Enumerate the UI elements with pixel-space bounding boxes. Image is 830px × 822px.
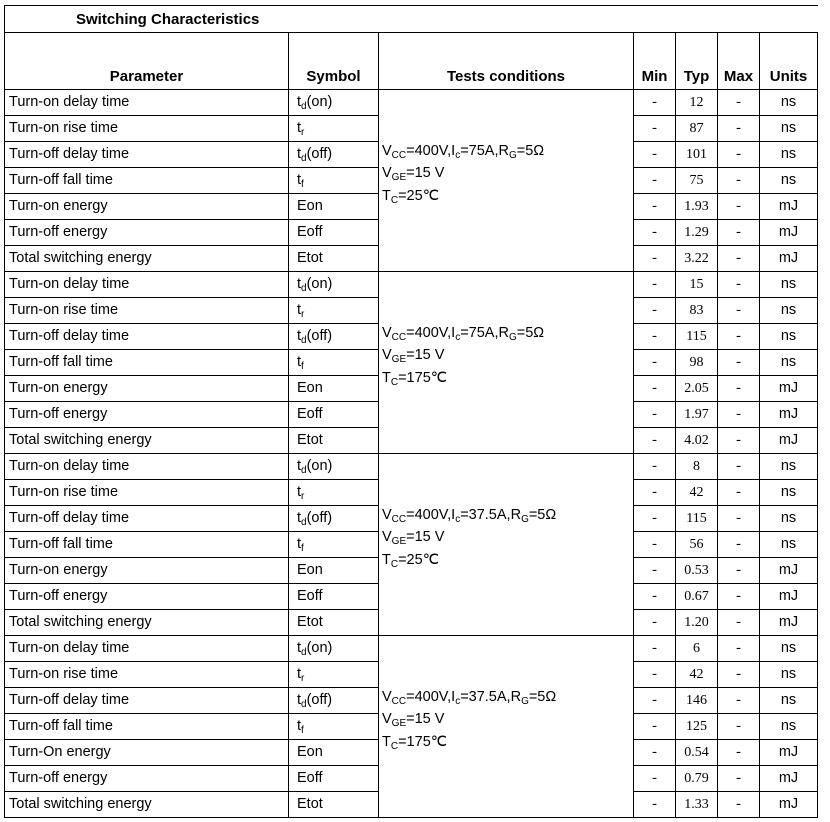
parameter-cell: Turn-on rise time [5, 116, 289, 142]
symbol-cell: $t_f$ [289, 168, 379, 194]
symbol-cell: $t_d(on)$ [289, 454, 379, 480]
parameter-cell: Turn-on delay time [5, 454, 289, 480]
max-cell: - [718, 272, 760, 298]
typ-cell: 87 [676, 116, 718, 142]
max-cell: - [718, 142, 760, 168]
symbol-cell: $t_d(off)$ [289, 142, 379, 168]
unit-cell: ns [760, 454, 818, 480]
unit-cell: mJ [760, 246, 818, 272]
min-cell: - [634, 220, 676, 246]
min-cell: - [634, 740, 676, 766]
symbol-cell: $t_r$ [289, 480, 379, 506]
unit-cell: mJ [760, 792, 818, 818]
symbol-cell: $t_r$ [289, 662, 379, 688]
min-cell: - [634, 506, 676, 532]
max-cell: - [718, 90, 760, 116]
unit-cell: ns [760, 298, 818, 324]
min-cell: - [634, 454, 676, 480]
min-cell: - [634, 142, 676, 168]
min-cell: - [634, 246, 676, 272]
typ-cell: 115 [676, 506, 718, 532]
unit-cell: ns [760, 714, 818, 740]
parameter-cell: Turn-on rise time [5, 480, 289, 506]
unit-cell: mJ [760, 740, 818, 766]
max-cell: - [718, 168, 760, 194]
max-cell: - [718, 428, 760, 454]
parameter-cell: Turn-off delay time [5, 142, 289, 168]
min-cell: - [634, 402, 676, 428]
min-cell: - [634, 376, 676, 402]
symbol-cell: $t_f$ [289, 532, 379, 558]
symbol-cell: $t_d(off)$ [289, 506, 379, 532]
typ-cell: 12 [676, 90, 718, 116]
parameter-cell: Turn-on delay time [5, 636, 289, 662]
parameter-cell: Turn-off delay time [5, 506, 289, 532]
condition-line: $V_{CC}=400V,I_c=75A,R_G=5\Omega$ [382, 143, 545, 161]
unit-cell: mJ [760, 376, 818, 402]
typ-cell: 8 [676, 454, 718, 480]
unit-cell: ns [760, 506, 818, 532]
parameter-cell: Turn-off energy [5, 766, 289, 792]
switching-characteristics-section [4, 5, 818, 818]
condition-line: $T_C=25℃$ [382, 187, 439, 206]
test-conditions-cell [379, 636, 634, 818]
symbol-cell: Eoff [289, 766, 379, 792]
unit-cell: ns [760, 116, 818, 142]
condition-line: $T_C=25℃$ [382, 551, 439, 570]
min-cell: - [634, 662, 676, 688]
parameter-cell: Turn-on energy [5, 194, 289, 220]
symbol-cell: Etot [289, 610, 379, 636]
parameter-cell: Turn-off energy [5, 584, 289, 610]
unit-cell: ns [760, 324, 818, 350]
symbol-cell: Eon [289, 376, 379, 402]
max-cell: - [718, 402, 760, 428]
min-cell: - [634, 532, 676, 558]
max-cell: - [718, 506, 760, 532]
symbol-cell: $t_d(off)$ [289, 688, 379, 714]
min-cell: - [634, 90, 676, 116]
min-cell: - [634, 116, 676, 142]
typ-cell: 0.79 [676, 766, 718, 792]
parameter-cell: Total switching energy [5, 610, 289, 636]
unit-cell: ns [760, 688, 818, 714]
unit-cell: ns [760, 662, 818, 688]
header-max: Max [718, 33, 760, 90]
min-cell: - [634, 168, 676, 194]
unit-cell: mJ [760, 220, 818, 246]
unit-cell: ns [760, 480, 818, 506]
symbol-cell: $t_r$ [289, 116, 379, 142]
min-cell: - [634, 636, 676, 662]
max-cell: - [718, 558, 760, 584]
typ-cell: 42 [676, 480, 718, 506]
table-row [5, 636, 818, 662]
unit-cell: ns [760, 532, 818, 558]
max-cell: - [718, 220, 760, 246]
typ-cell: 42 [676, 662, 718, 688]
condition-line: $V_{GE}=15$ V [382, 711, 445, 730]
test-conditions-cell [379, 272, 634, 454]
typ-cell: 146 [676, 688, 718, 714]
parameter-cell: Turn-on rise time [5, 662, 289, 688]
unit-cell: ns [760, 168, 818, 194]
symbol-cell: Eon [289, 194, 379, 220]
max-cell: - [718, 246, 760, 272]
table-title: Switching Characteristics [5, 6, 379, 33]
symbol-cell: Eon [289, 740, 379, 766]
min-cell: - [634, 558, 676, 584]
unit-cell: mJ [760, 402, 818, 428]
symbol-cell: Eoff [289, 584, 379, 610]
parameter-cell: Turn-off fall time [5, 532, 289, 558]
symbol-cell: Etot [289, 428, 379, 454]
max-cell: - [718, 636, 760, 662]
parameter-cell: Total switching energy [5, 792, 289, 818]
max-cell: - [718, 714, 760, 740]
parameter-cell: Turn-on delay time [5, 90, 289, 116]
unit-cell: mJ [760, 766, 818, 792]
unit-cell: mJ [760, 584, 818, 610]
typ-cell: 56 [676, 532, 718, 558]
min-cell: - [634, 324, 676, 350]
typ-cell: 0.67 [676, 584, 718, 610]
symbol-cell: $t_f$ [289, 350, 379, 376]
parameter-cell: Turn-off fall time [5, 714, 289, 740]
max-cell: - [718, 662, 760, 688]
table-row [5, 90, 818, 116]
max-cell: - [718, 610, 760, 636]
max-cell: - [718, 792, 760, 818]
typ-cell: 98 [676, 350, 718, 376]
parameter-cell: Total switching energy [5, 428, 289, 454]
parameter-cell: Turn-On energy [5, 740, 289, 766]
symbol-cell: Etot [289, 246, 379, 272]
max-cell: - [718, 480, 760, 506]
max-cell: - [718, 194, 760, 220]
typ-cell: 101 [676, 142, 718, 168]
max-cell: - [718, 324, 760, 350]
max-cell: - [718, 688, 760, 714]
unit-cell: mJ [760, 428, 818, 454]
unit-cell: ns [760, 636, 818, 662]
typ-cell: 1.29 [676, 220, 718, 246]
typ-cell: 75 [676, 168, 718, 194]
symbol-cell: $t_d(on)$ [289, 90, 379, 116]
parameter-cell: Turn-off delay time [5, 688, 289, 714]
table-row [5, 272, 818, 298]
min-cell: - [634, 350, 676, 376]
max-cell: - [718, 740, 760, 766]
max-cell: - [718, 350, 760, 376]
min-cell: - [634, 610, 676, 636]
max-cell: - [718, 584, 760, 610]
min-cell: - [634, 714, 676, 740]
max-cell: - [718, 532, 760, 558]
unit-cell: ns [760, 272, 818, 298]
condition-line: $T_C=175℃$ [382, 733, 448, 752]
min-cell: - [634, 766, 676, 792]
parameter-cell: Turn-on energy [5, 558, 289, 584]
parameter-cell: Turn-off energy [5, 402, 289, 428]
test-conditions-cell [379, 454, 634, 636]
min-cell: - [634, 272, 676, 298]
parameter-cell: Turn-off energy [5, 220, 289, 246]
typ-cell: 15 [676, 272, 718, 298]
symbol-cell: Etot [289, 792, 379, 818]
min-cell: - [634, 298, 676, 324]
max-cell: - [718, 376, 760, 402]
parameter-cell: Turn-on delay time [5, 272, 289, 298]
max-cell: - [718, 298, 760, 324]
unit-cell: ns [760, 142, 818, 168]
typ-cell: 125 [676, 714, 718, 740]
header-typ: Typ [676, 33, 718, 90]
unit-cell: ns [760, 90, 818, 116]
typ-cell: 83 [676, 298, 718, 324]
symbol-cell: $t_d(on)$ [289, 272, 379, 298]
symbol-cell: Eon [289, 558, 379, 584]
typ-cell: 4.02 [676, 428, 718, 454]
symbol-cell: Eoff [289, 220, 379, 246]
header-symbol: Symbol [289, 33, 379, 90]
condition-line: $V_{CC}=400V,I_c=37.5A,R_G=5\Omega$ [382, 689, 557, 707]
max-cell: - [718, 766, 760, 792]
typ-cell: 6 [676, 636, 718, 662]
min-cell: - [634, 584, 676, 610]
header-units: Units [760, 33, 818, 90]
typ-cell: 1.93 [676, 194, 718, 220]
condition-line: $T_C=175℃$ [382, 369, 448, 388]
symbol-cell: $t_d(on)$ [289, 636, 379, 662]
unit-cell: mJ [760, 558, 818, 584]
min-cell: - [634, 194, 676, 220]
min-cell: - [634, 428, 676, 454]
typ-cell: 1.33 [676, 792, 718, 818]
typ-cell: 0.54 [676, 740, 718, 766]
unit-cell: ns [760, 350, 818, 376]
header-parameter: Parameter [5, 33, 289, 90]
symbol-cell: $t_f$ [289, 714, 379, 740]
header-conditions: Tests conditions [379, 33, 634, 90]
parameter-cell: Turn-on energy [5, 376, 289, 402]
typ-cell: 2.05 [676, 376, 718, 402]
parameter-cell: Turn-off delay time [5, 324, 289, 350]
max-cell: - [718, 454, 760, 480]
title-blank [379, 6, 818, 33]
typ-cell: 115 [676, 324, 718, 350]
parameter-cell: Total switching energy [5, 246, 289, 272]
parameter-cell: Turn-off fall time [5, 168, 289, 194]
switching-characteristics-table [4, 5, 818, 818]
parameter-cell: Turn-off fall time [5, 350, 289, 376]
condition-line: $V_{GE}=15$ V [382, 529, 445, 548]
min-cell: - [634, 480, 676, 506]
symbol-cell: $t_d(off)$ [289, 324, 379, 350]
symbol-cell: $t_r$ [289, 298, 379, 324]
test-conditions-cell [379, 90, 634, 272]
typ-cell: 0.53 [676, 558, 718, 584]
min-cell: - [634, 792, 676, 818]
unit-cell: mJ [760, 610, 818, 636]
condition-line: $V_{CC}=400V,I_c=37.5A,R_G=5\Omega$ [382, 507, 557, 525]
condition-line: $V_{GE}=15$ V [382, 165, 445, 184]
min-cell: - [634, 688, 676, 714]
unit-cell: mJ [760, 194, 818, 220]
parameter-cell: Turn-on rise time [5, 298, 289, 324]
symbol-cell: Eoff [289, 402, 379, 428]
condition-line: $V_{CC}=400V,I_c=75A,R_G=5\Omega$ [382, 325, 545, 343]
condition-line: $V_{GE}=15$ V [382, 347, 445, 366]
typ-cell: 3.22 [676, 246, 718, 272]
typ-cell: 1.97 [676, 402, 718, 428]
typ-cell: 1.20 [676, 610, 718, 636]
table-body [5, 90, 818, 818]
header-min: Min [634, 33, 676, 90]
max-cell: - [718, 116, 760, 142]
table-row [5, 454, 818, 480]
